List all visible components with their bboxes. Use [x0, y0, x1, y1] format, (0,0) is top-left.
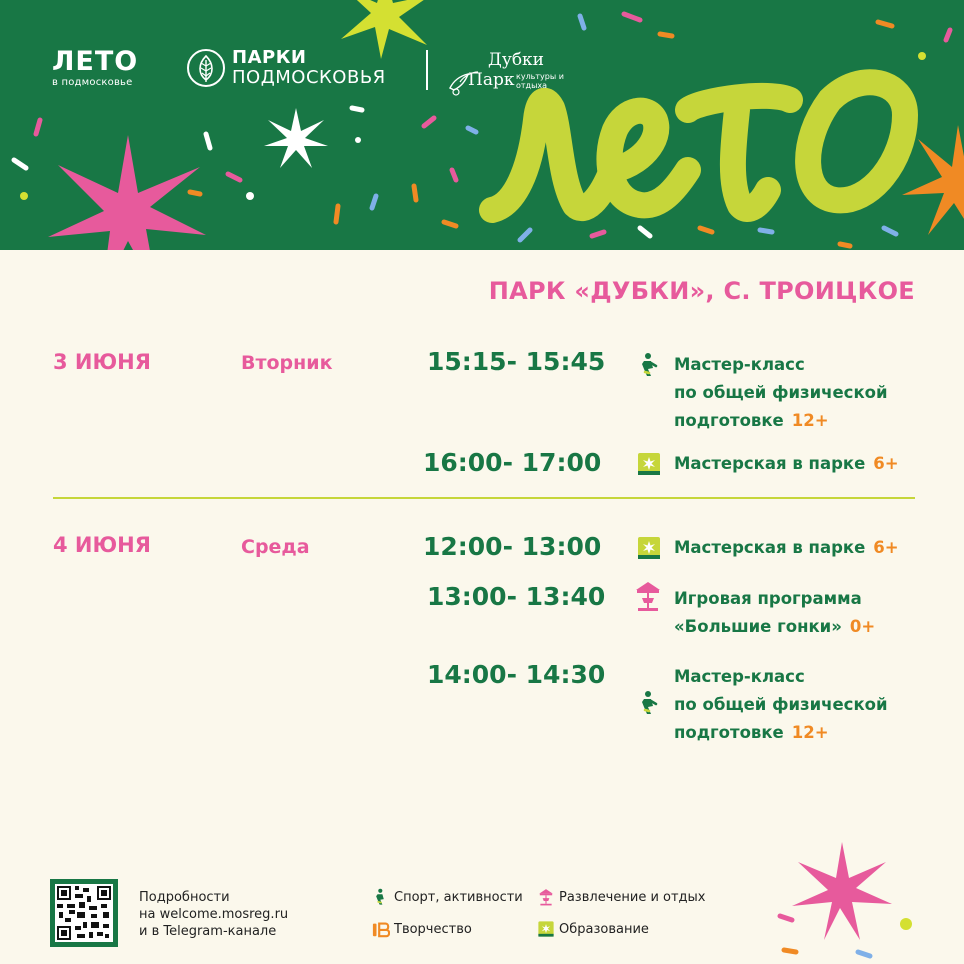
- sport-icon: [372, 888, 390, 906]
- age-badge: 6+: [873, 538, 899, 557]
- event-line: Мастер-класс: [674, 355, 805, 374]
- qr-code[interactable]: [50, 879, 118, 947]
- qr-code-icon: [55, 884, 113, 942]
- event-line: подготовке: [674, 723, 784, 742]
- creativity-icon: [372, 920, 390, 938]
- leto-logo: [52, 48, 138, 88]
- event-line: Мастерская в парке: [674, 538, 866, 557]
- footer-info-line[interactable]: на welcome.mosreg.ru: [139, 907, 289, 922]
- education-icon: [636, 535, 662, 561]
- parki-podmoskovya-logo: [186, 48, 386, 88]
- education-icon: [537, 920, 555, 938]
- event-title: [674, 450, 899, 478]
- date-label: 3 ИЮНЯ: [53, 350, 151, 374]
- pink-star-icon: [48, 135, 206, 250]
- age-badge: 12+: [791, 411, 829, 430]
- legend-creativity-label: Творчество: [394, 921, 472, 937]
- event-title: [674, 534, 899, 562]
- event-title: [674, 663, 888, 747]
- event-line: Мастер-класс: [674, 667, 805, 686]
- age-badge: 0+: [849, 617, 876, 636]
- legend-sport: [372, 888, 523, 906]
- leaf-icon: [186, 48, 226, 88]
- dubki-logo-sub: культуры и отдыха: [516, 72, 564, 90]
- headline-lettering: [492, 82, 905, 210]
- pink-star-icon: [792, 842, 892, 940]
- event-title: [674, 585, 875, 641]
- leto-logo-subtitle: в подмосковье: [52, 77, 133, 88]
- age-badge: 6+: [873, 454, 899, 473]
- sport-icon: [636, 352, 662, 378]
- header-banner: [0, 0, 964, 250]
- footer-info: [139, 889, 288, 940]
- carousel-icon: [633, 580, 663, 612]
- white-star-icon: [264, 108, 328, 168]
- date-label: 4 ИЮНЯ: [53, 533, 151, 557]
- dubki-logo-name: Дубки: [488, 50, 545, 70]
- legend-creativity: [372, 920, 472, 938]
- event-line: по общей физической: [674, 383, 888, 402]
- event-time: 15:15- 15:45: [427, 347, 606, 376]
- legend-education-label: Образование: [559, 921, 649, 937]
- sport-icon: [636, 690, 662, 716]
- event-title: [674, 351, 888, 435]
- parki-logo-line1: ПАРКИ: [232, 47, 307, 68]
- footer-info-line: Подробности: [139, 890, 230, 905]
- parki-logo-line2: ПОДМОСКОВЬЯ: [232, 67, 386, 88]
- footer-star-decoration: [770, 840, 964, 964]
- logo-divider: [426, 50, 428, 90]
- park-title: ПАРК «ДУБКИ», С. ТРОИЦКОЕ: [488, 277, 915, 305]
- confetti-decoration: [0, 0, 964, 250]
- event-time: 16:00- 17:00: [423, 448, 602, 477]
- dubki-logo-park: Парк: [468, 70, 515, 90]
- footer-info-line: и в Telegram-канале: [139, 924, 277, 939]
- event-time: 12:00- 13:00: [423, 532, 602, 561]
- legend-entertainment: [537, 888, 706, 906]
- event-time: 13:00- 13:40: [427, 582, 606, 611]
- leto-logo-title: ЛЕТО: [52, 46, 139, 77]
- legend-sport-label: Спорт, активности: [394, 889, 523, 905]
- weekday-label: Среда: [241, 536, 310, 558]
- event-line: Игровая программа: [674, 589, 862, 608]
- education-icon: [636, 451, 662, 477]
- event-line: подготовке: [674, 411, 784, 430]
- weekday-label: Вторник: [241, 352, 333, 374]
- event-line: по общей физической: [674, 695, 888, 714]
- day-separator: [53, 497, 915, 499]
- carousel-icon: [537, 888, 555, 906]
- event-line: Мастерская в парке: [674, 454, 866, 473]
- age-badge: 12+: [791, 723, 829, 742]
- legend-entertainment-label: Развлечение и отдых: [559, 889, 706, 905]
- legend-education: [537, 920, 649, 938]
- event-time: 14:00- 14:30: [427, 660, 606, 689]
- event-line: «Большие гонки»: [674, 617, 842, 636]
